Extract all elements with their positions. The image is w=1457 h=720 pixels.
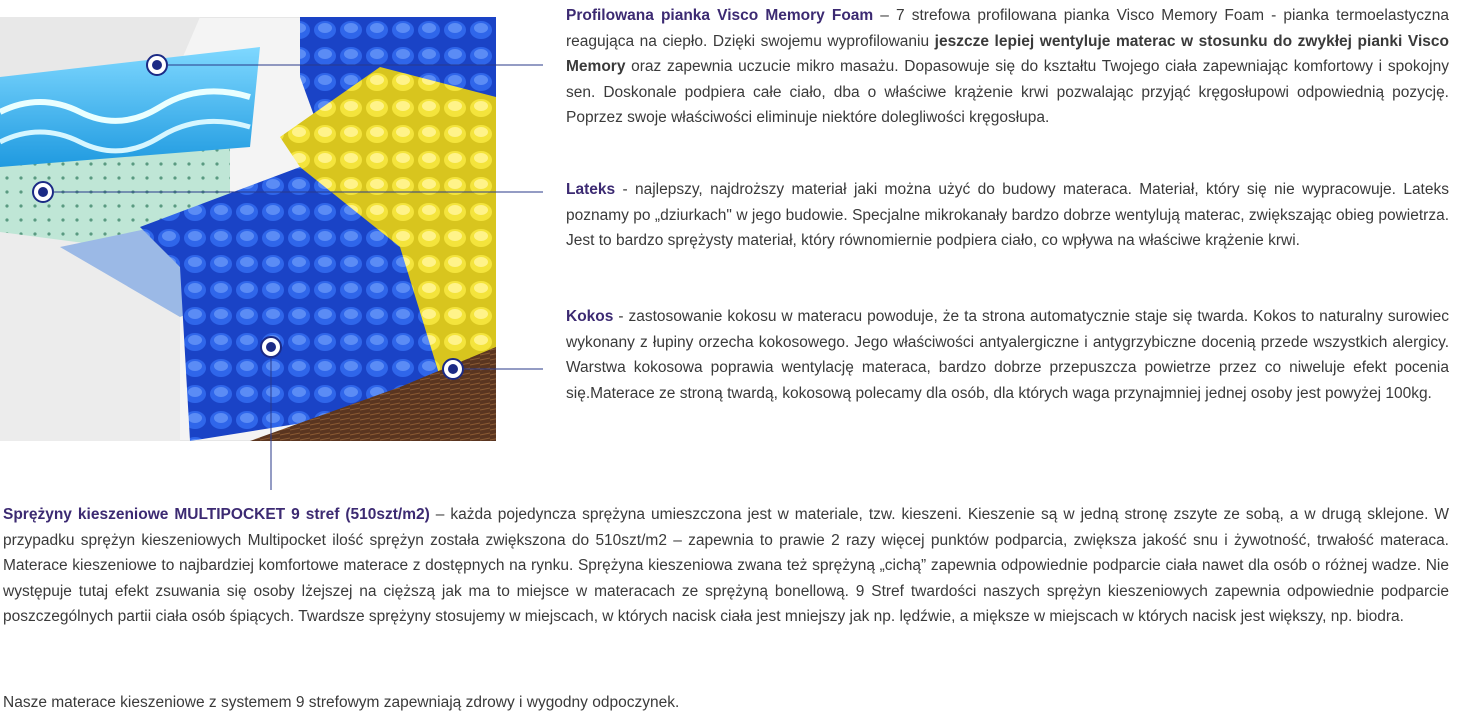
pocket-text: – każda pojedyncza sprężyna umieszczona jest w materiale, tzw. kieszeni. Kieszenie są w jedną stronę zszyte ze sobą, a w drugą sklejone. W przypadku sprężyn kieszeniowych Multipocket ilość sprężyn została zwiększona do 510szt/m2 – zapewnia to prawie 2 razy więcej punktów podparcia, zwiększa jakość snu i żywotność, trwałość materaca. Materace kieszeniowe to najbardziej komfortowe materace z dostępnych na rynku. Sprężyna kieszeniowa zwana też sprężyną „cichą” zapewnia odpowiednie podparcie ciała nawet dla osób o różnej wadze. Nie występuje tutaj efekt zsuwania się osoby lżejszej na cięższą jak ma to miejsce w materacach ze sprężyną bonellową. 9 Stref twardości naszych sprężyn kieszeniowych zapewnia odpowiednie podparcie poszczególnych partii ciała osób śpiących. Twardsze sprężyny stosujemy w miejscach, w których nacisk ciała jest mniejszy jak np. lędźwie, a miększe w miejscach w których nacisk jest większy, np. biodra. [3,506,1450,625]
kokos-heading: Kokos [566,308,614,325]
visco-separator: – [873,7,897,24]
pocket-springs-description [3,502,1449,630]
kokos-description [566,304,1449,406]
footer-note: Nasze materace kieszeniowe z systemem 9 strefowym zapewniają zdrowy i wygodny odpoczynek. [3,694,680,711]
latex-description [566,177,1449,254]
visco-text-2: oraz zapewnia uczucie mikro masażu. Dopasowuje się do kształtu Twojego ciała zapewniając komfortowy i spokojny sen. Doskonale podpiera całe ciało, dba o właściwe krążenie krwi pozwalając przyjąć kręgosłupowi odpowiednią pozycję. Poprzez swoje właściwości eliminuje niektóre dolegliwości kręgosłupa. [566,58,1449,126]
visco-description [566,3,1449,131]
pocket-heading: Sprężyny kieszeniowe MULTIPOCKET 9 stref (510szt/m2) [3,506,430,523]
latex-text: - najlepszy, najdroższy materiał jaki można użyć do budowy materaca. Materiał, który się nie wypracowuje. Lateks poznamy po „dziurkach" w jego budowie. Specjalne mikrokanały bardzo dobrze wentylują materac, zwiększając obieg powietrza. Jest to bardzo sprężysty materiał, który równomiernie podpiera ciało, co wpływa na właściwe krążenie krwi. [566,181,1449,249]
latex-heading: Lateks [566,181,616,198]
visco-heading: Profilowana pianka Visco Memory Foam [566,7,874,24]
visco-text-1: 7 strefowa profilowana pianka Visco Memory Foam - pianka termoelastyczna reagująca na ciepło. Dzięki swojemu wyprofilowaniu [566,7,1449,50]
kokos-text: - zastosowanie kokosu w materacu powoduje, że ta strona automatycznie staje się twarda. Kokos to naturalny surowiec wykonany z łupiny orzecha kokosowego. Jego właściwości antyalergiczne i antygrzybiczne docenią przede wszystkich alergicy. Warstwa kokosowa poprawia wentylację materaca, bardzo dobrze przepuszcza powietrze przez co niweluje efekt pocenia się.Materace ze stroną twardą, kokosową polecamy dla osób, dla których waga przynajmniej jednej osoby jest powyżej 100kg. [566,308,1449,402]
visco-strong: jeszcze lepiej wentyluje materac w stosunku do zwykłej pianki Visco Memory [566,32,1449,75]
